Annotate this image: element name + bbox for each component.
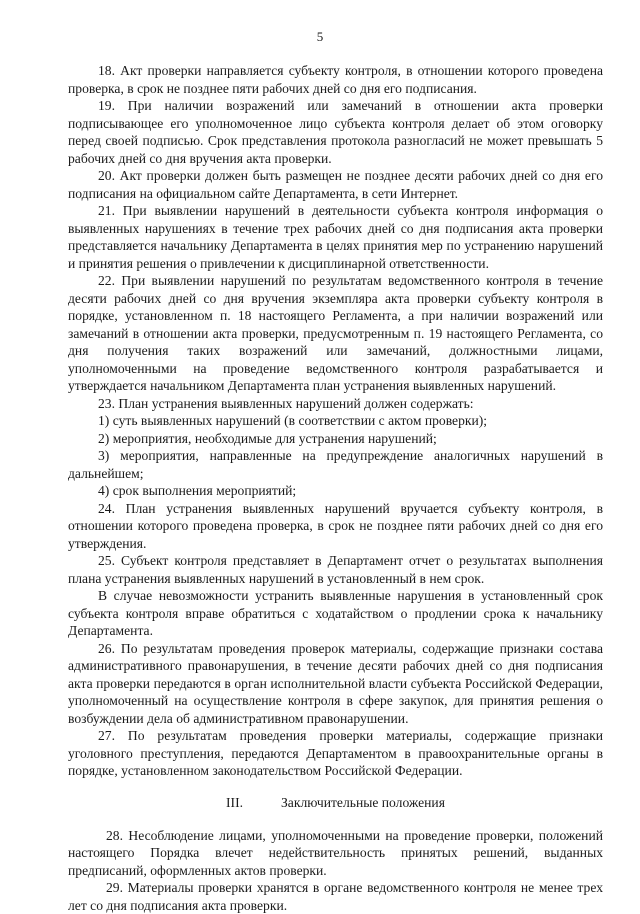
paragraph-25-extension: В случае невозможности устранить выявленные нарушения в установленный срок субъекта контроля вправе обратиться с ходатайством о продлении срока к начальнику Департамента. bbox=[68, 587, 603, 640]
page-number: 5 bbox=[0, 29, 640, 45]
paragraph-19: 19. При наличии возражений или замечаний в отношении акта проверки подписывающее его уполномоченное лицо субъекта контроля делает об этом оговорку перед своей подписью. Срок представления протокола разногласий не может превышать 5 рабочих дней со дня вручения акта проверки. bbox=[68, 97, 603, 167]
paragraph-28: 28. Несоблюдение лицами, уполномоченными на проведение проверки, положений настоящего Порядка влечет недействительность принятых решений, выданных предписаний, оформленных актов проверки. bbox=[68, 827, 603, 880]
final-provisions bbox=[68, 827, 603, 914]
list-item-1: 1) суть выявленных нарушений (в соответствии с актом проверки); bbox=[68, 412, 603, 430]
paragraph-27: 27. По результатам проведения проверки материалы, содержащие признаки уголовного преступления, передаются Департаментом в правоохранительные органы в порядке, установленном законодательством Российской Федерации. bbox=[68, 727, 603, 780]
document-body bbox=[68, 62, 603, 914]
section-title: Заключительные положения bbox=[281, 795, 445, 810]
paragraph-24: 24. План устранения выявленных нарушений вручается субъекту контроля, в отношении которого проведена проверка, в срок не позднее пяти рабочих дней со дня его утверждения. bbox=[68, 500, 603, 553]
list-item-2: 2) мероприятия, необходимые для устранения нарушений; bbox=[68, 430, 603, 448]
list-item-3: 3) мероприятия, направленные на предупреждение аналогичных нарушений в дальнейшем; bbox=[68, 447, 603, 482]
paragraph-25: 25. Субъект контроля представляет в Департамент отчет о результатах выполнения плана устранения выявленных нарушений в установленный в нем срок. bbox=[68, 552, 603, 587]
paragraph-23: 23. План устранения выявленных нарушений должен содержать: bbox=[68, 395, 603, 413]
section-heading bbox=[68, 794, 603, 811]
section-number: III. bbox=[226, 794, 243, 811]
list-item-4: 4) срок выполнения мероприятий; bbox=[68, 482, 603, 500]
paragraph-21: 21. При выявлении нарушений в деятельности субъекта контроля информация о выявленных нарушениях в течение трех рабочих дней со дня подписания акта проверки представляется начальнику Департамента в целях принятия мер по устранению нарушений и принятия решения о привлечении к дисциплинарной ответственности. bbox=[68, 202, 603, 272]
paragraph-29: 29. Материалы проверки хранятся в органе ведомственного контроля не менее трех лет со дня подписания акта проверки. bbox=[68, 879, 603, 914]
paragraph-26: 26. По результатам проведения проверок материалы, содержащие признаки состава административного правонарушения, в течение десяти рабочих дней со дня подписания акта проверки передаются в орган исполнительной власти субъекта Российской Федерации, уполномоченный на осуществление контроля в сфере закупок, для принятия решения о возбуждении дела об административном правонарушении. bbox=[68, 640, 603, 728]
paragraph-20: 20. Акт проверки должен быть размещен не позднее десяти рабочих дней со дня его подписания на официальном сайте Департамента, в сети Интернет. bbox=[68, 167, 603, 202]
paragraph-18: 18. Акт проверки направляется субъекту контроля, в отношении которого проведена проверка, в срок не позднее пяти рабочих дней со дня его подписания. bbox=[68, 62, 603, 97]
paragraph-22: 22. При выявлении нарушений по результатам ведомственного контроля в течение десяти рабочих дней со дня вручения экземпляра акта проверки субъекту контроля в порядке, установленном п. 18 настоящего Регламента, а при наличии возражений или замечаний в отношении акта проверки, предусмотренным п. 19 настоящего Регламента, со дня получения таких возражений или замечаний, должностными лицами, уполномоченными на проведение ведомственного контроля разрабатывается и утверждается начальником Департамента план устранения выявленных нарушений. bbox=[68, 272, 603, 395]
